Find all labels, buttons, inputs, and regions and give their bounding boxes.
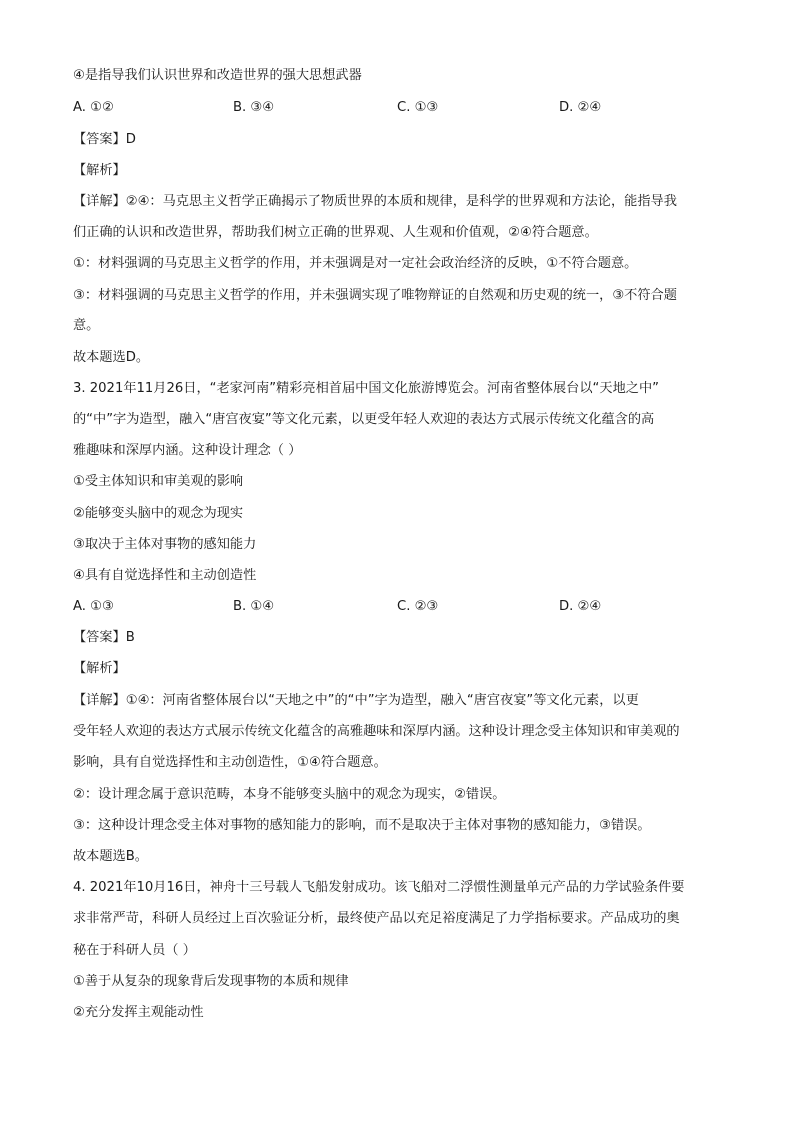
q3-analysis-label: 【解析】 <box>73 661 126 676</box>
q3-statement: ①受主体知识和审美观的影响 <box>73 474 244 489</box>
q2-detail-line: 【详解】②④：马克思主义哲学正确揭示了物质世界的本质和规律，是科学的世界观和方法论，能指导我 <box>73 194 677 209</box>
q2-detail-line: ③：材料强调的马克思主义哲学的作用，并未强调实现了唯物辩证的自然观和历史观的统一，③不符合题 <box>73 288 677 303</box>
q3-option-d: D. ②④ <box>559 599 602 614</box>
q2-option-d: D. ②④ <box>559 100 602 115</box>
q2-detail-line: 意。 <box>73 318 100 333</box>
q4-stem-line: 秘在于科研人员（ ） <box>73 943 196 958</box>
q3-detail-line: 受年轻人欢迎的表达方式展示传统文化蕴含的高雅趣味和深厚内涵。这种设计理念受主体知识和审美观的 <box>73 724 680 739</box>
q2-option-a: A. ①② <box>73 100 114 115</box>
q4-stem-line: 4. 2021年10月16日，神舟十三号载人飞船发射成功。该飞船对二浮惯性测量单元产品的力学试验条件要 <box>73 880 685 895</box>
q3-detail-line: 故本题选B。 <box>73 849 148 864</box>
q2-option-b: B. ③④ <box>233 100 275 115</box>
q2-detail-line: ①：材料强调的马克思主义哲学的作用，并未强调是对一定社会政治经济的反映，①不符合题意。 <box>73 256 638 271</box>
q4-statement: ②充分发挥主观能动性 <box>73 1005 204 1020</box>
q3-statement: ④具有自觉选择性和主动创造性 <box>73 568 257 583</box>
q2-analysis-label: 【解析】 <box>73 163 126 178</box>
q4-statement: ①善于从复杂的现象背后发现事物的本质和规律 <box>73 974 349 989</box>
q3-option-a: A. ①③ <box>73 599 114 614</box>
q3-answer: 【答案】B <box>73 630 135 645</box>
q3-statement: ②能够变头脑中的观念为现实 <box>73 506 244 521</box>
q3-options <box>73 598 723 616</box>
q3-stem-line: 3. 2021年11月26日，“老家河南”精彩亮相首届中国文化旅游博览会。河南省整体展台以“天地之中” <box>73 381 659 396</box>
q3-option-c: C. ②③ <box>397 599 439 614</box>
q3-stem-line: 的“中”字为造型，融入“唐宫夜宴”等文化元素，以更受年轻人欢迎的表达方式展示传统文化蕴含的高 <box>73 412 655 427</box>
q3-statement: ③取决于主体对事物的感知能力 <box>73 537 257 552</box>
q2-statement-4: ④是指导我们认识世界和改造世界的强大思想武器 <box>73 68 362 83</box>
q2-answer: 【答案】D <box>73 132 136 147</box>
q3-detail-line: 【详解】①④：河南省整体展台以“天地之中”的“中”字为造型，融入“唐宫夜宴”等文化元素，以更 <box>73 693 639 708</box>
q2-option-c: C. ①③ <box>397 100 439 115</box>
q2-detail-line: 故本题选D。 <box>73 350 150 365</box>
q2-options <box>73 99 723 117</box>
q3-detail-line: ③：这种设计理念受主体对事物的感知能力的影响，而不是取决于主体对事物的感知能力，③错误。 <box>73 818 651 833</box>
q2-detail-line: 们正确的认识和改造世界，帮助我们树立正确的世界观、人生观和价值观，②④符合题意。 <box>73 225 598 240</box>
q3-option-b: B. ①④ <box>233 599 275 614</box>
q3-detail-line: ②：设计理念属于意识范畴，本身不能够变头脑中的观念为现实，②错误。 <box>73 787 506 802</box>
q3-stem-line: 雅趣味和深厚内涵。这种设计理念（ ） <box>73 443 302 458</box>
q4-stem-line: 求非常严苛，科研人员经过上百次验证分析，最终使产品以充足裕度满足了力学指标要求。产品成功的奥 <box>73 911 680 926</box>
q3-detail-line: 影响，具有自觉选择性和主动创造性，①④符合题意。 <box>73 755 387 770</box>
